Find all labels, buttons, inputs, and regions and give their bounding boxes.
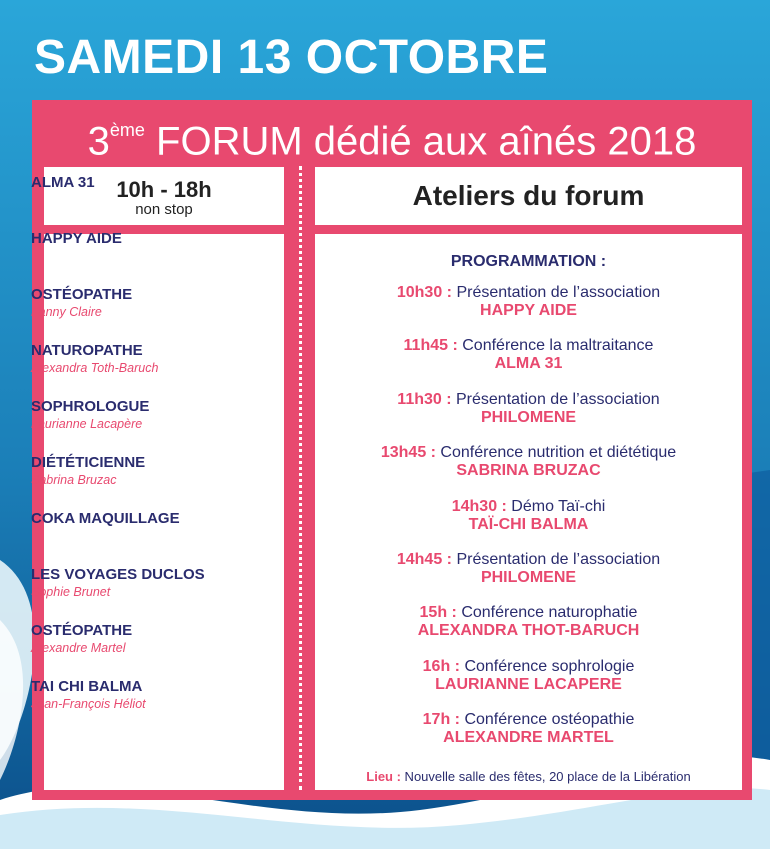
program-item [315, 658, 742, 711]
exhibitor-person: Alexandra Toth-Baruch [31, 361, 159, 375]
forum-title: 3ème FORUM dédié aux aînés 2018 [87, 119, 697, 164]
exhibitor-item [31, 342, 241, 398]
exhibitor-item [31, 230, 241, 286]
exhibitor-name: COKA MAQUILLAGE [31, 510, 180, 527]
program-description: Présentation de l’association [452, 284, 661, 301]
program-heading: PROGRAMMATION : [450, 253, 607, 270]
program-speaker: PHILOMENE [480, 568, 577, 586]
workshops-heading: Ateliers du forum [412, 180, 645, 211]
exhibitor-item [31, 678, 241, 734]
exhibitor-person: Jean-François Héliot [31, 697, 146, 711]
program-time: 14h45 : [396, 550, 452, 568]
program-speaker: ALEXANDRE MARTEL [443, 729, 614, 747]
program-description: Conférence la maltraitance [457, 337, 654, 355]
program-speaker: ALEXANDRA THOT-BARUCH [417, 622, 640, 640]
program-item [315, 337, 742, 390]
program-time: 10h30 : [396, 284, 452, 301]
program-time: 14h30 : [451, 497, 507, 515]
program-time: 15h : [419, 604, 457, 622]
program-time: 13h45 : [380, 444, 436, 462]
exhibitor-item [31, 454, 241, 510]
program-item [315, 284, 742, 337]
dotted-divider [299, 166, 302, 790]
exhibitor-name: TAI CHI BALMA [31, 678, 143, 695]
program-panel [315, 234, 742, 790]
program-description: Conférence nutrition et diététique [435, 444, 677, 462]
exhibitor-item [31, 510, 241, 566]
exhibitor-name: HAPPY AIDE [31, 230, 122, 247]
exhibitor-person: Alexandre Martel [31, 641, 126, 655]
program-speaker: HAPPY AIDE [480, 302, 577, 319]
program-description: Présentation de l’association [451, 390, 660, 408]
exhibitor-person: Sophie Brunet [31, 585, 111, 599]
exhibitor-item [31, 286, 241, 342]
hours-note: non stop [135, 201, 193, 218]
program-item [315, 711, 742, 764]
program-description: Conférence ostéopathie [460, 711, 635, 729]
program-speaker: PHILOMENE [480, 408, 577, 426]
exhibitor-item [31, 566, 241, 622]
program-time: 11h30 : [397, 390, 452, 408]
exhibitor-name: ALMA 31 [31, 174, 95, 191]
program-speaker: SABRINA BRUZAC [456, 462, 601, 480]
opening-hours: 10h - 18h [116, 177, 212, 202]
exhibitor-name: OSTÉOPATHE [31, 286, 133, 303]
exhibitor-name: NATUROPATHE [31, 342, 143, 359]
exhibitor-item [31, 398, 241, 454]
exhibitor-person: Fanny Claire [31, 305, 102, 319]
exhibitor-person: Laurianne Lacapère [31, 417, 143, 431]
program-time: 17h : [422, 711, 460, 729]
program-description: Présentation de l’association [452, 550, 661, 568]
program-description: Conférence naturophatie [456, 604, 638, 622]
program-item [315, 604, 742, 657]
program-time: 16h : [422, 657, 460, 675]
program-item [315, 444, 742, 497]
exhibitor-item [31, 174, 241, 230]
workshops-header-panel [315, 167, 742, 225]
event-date: SAMEDI 13 OCTOBRE [34, 31, 549, 84]
program-description: Conférence sophrologie [460, 657, 635, 675]
program-item [315, 551, 742, 604]
exhibitor-name: SOPHROLOGUE [31, 398, 150, 415]
program-list [315, 284, 742, 765]
exhibitor-person: Sabrina Bruzac [31, 473, 117, 487]
exhibitor-name: DIÉTÉTICIENNE [31, 454, 146, 471]
program-time: 11h45 : [403, 337, 458, 355]
program-speaker: ALMA 31 [494, 355, 563, 373]
program-speaker: TAÏ-CHI BALMA [468, 515, 589, 533]
exhibitors-list-wrapper [31, 174, 241, 734]
program-item [315, 498, 742, 551]
exhibitor-item [31, 622, 241, 678]
program-description: Démo Taï-chi [506, 497, 606, 515]
program-item [315, 391, 742, 444]
exhibitor-name: OSTÉOPATHE [31, 622, 133, 639]
program-speaker: LAURIANNE LACAPERE [435, 675, 622, 693]
exhibitor-name: LES VOYAGES DUCLOS [31, 566, 205, 583]
exhibitors-list [31, 174, 241, 734]
location-line: Lieu : Nouvelle salle des fêtes, 20 place de la Libération [366, 768, 691, 784]
